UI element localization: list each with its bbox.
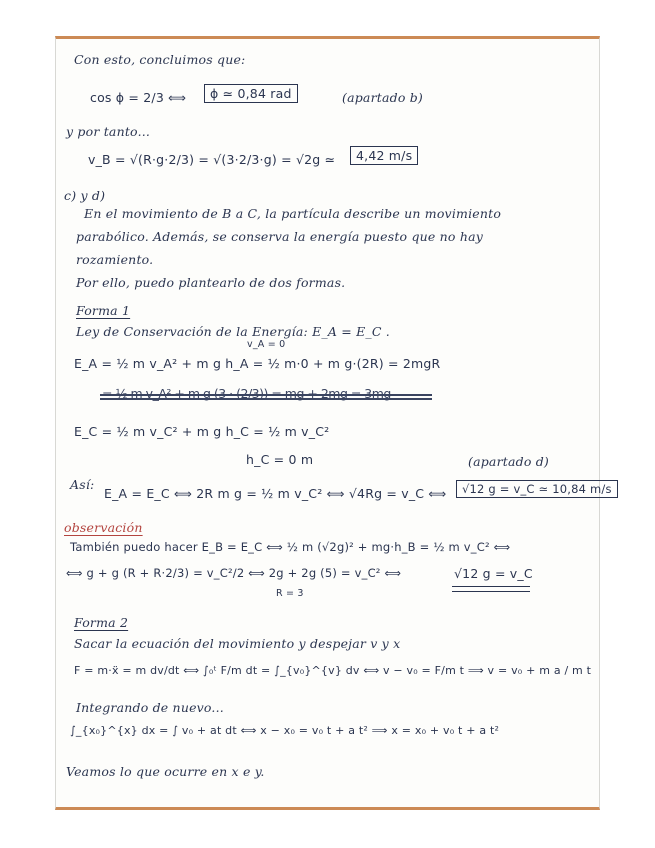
- paragraph-line-4: Por ello, puedo plantearlo de dos formas.: [76, 275, 346, 290]
- vb-equation: v_B = √(R·g·2/3) = √(3·2/3·g) = √2g ≃: [88, 152, 336, 167]
- por-tanto-line: y por tanto...: [66, 124, 151, 139]
- observacion-heading: observación: [64, 520, 143, 535]
- closing-line: Veamos lo que ocurre en x e y.: [66, 764, 265, 779]
- forma-1-heading: Forma 1: [76, 303, 131, 318]
- strike-through-1: [100, 394, 432, 396]
- phi-result-box: ϕ ≃ 0,84 rad: [204, 84, 298, 103]
- intro-line: Con esto, concluimos que:: [74, 52, 246, 67]
- section-cd-label: c) y d): [64, 188, 106, 203]
- apartado-b-label: (apartado b): [342, 90, 424, 105]
- crossed-out-line: = ½ m v_A² + m g (3 · (2/3)) = mg + 2mg = 3mg: [102, 386, 391, 401]
- paragraph-line-1: En el movimiento de B a C, la partícula describe un movimiento: [84, 206, 502, 221]
- position-equation: ∫_{x₀}^{x} dx = ∫ v₀ + at dt ⟺ x − x₀ = v₀ t + a t² ⟹ x = x₀ + v₀ t + a t²: [70, 724, 500, 737]
- asi-label: Así:: [70, 477, 95, 492]
- strike-through-2: [100, 398, 432, 400]
- forma-2-heading: Forma 2: [74, 615, 129, 630]
- vb-result-box: 4,42 m/s: [350, 146, 418, 165]
- ea-ec-equation: E_A = E_C ⟺ 2R m g = ½ m v_C² ⟺ √4Rg = v_C ⟺: [104, 486, 447, 501]
- paragraph-line-2: parabólico. Además, se conserva la energía puesto que no hay: [76, 229, 483, 244]
- vc-result-box: √12 g = v_C ≃ 10,84 m/s: [456, 480, 618, 498]
- forma-2-instruction: Sacar la ecuación del movimiento y despejar v y x: [74, 636, 401, 651]
- observacion-equation-2: ⟺ g + g (R + R·2/3) = v_C²/2 ⟺ 2g + 2g (5) = v_C² ⟺: [66, 566, 402, 580]
- cos-phi-equation: cos ϕ = 2/3 ⟺: [90, 90, 187, 105]
- ec-equation: E_C = ½ m v_C² + m g h_C = ½ m v_C²: [74, 424, 330, 439]
- r-equals-3-note: R = 3: [276, 588, 304, 599]
- va-zero-note: v_A = 0: [247, 339, 286, 350]
- result-double-underline: [452, 586, 530, 592]
- apartado-d-label: (apartado d): [468, 454, 550, 469]
- motion-equation: F = m·ẍ = m dv/dt ⟺ ∫₀ᵗ F/m dt = ∫_{v₀}^{v} dv ⟺ v − v₀ = F/m t ⟹ v = v₀ + m a / m t: [74, 664, 592, 677]
- ea-equation: E_A = ½ m v_A² + m g h_A = ½ m·0 + m g·(2R) = 2mgR: [74, 356, 441, 371]
- observacion-result: √12 g = v_C: [454, 566, 533, 581]
- integrando-line: Integrando de nuevo...: [76, 700, 224, 715]
- observacion-equation-1: También puedo hacer E_B = E_C ⟺ ½ m (√2g)² + mg·h_B = ½ m v_C² ⟺: [70, 540, 511, 554]
- hc-zero-note: h_C = 0 m: [246, 452, 314, 467]
- energy-law-line: Ley de Conservación de la Energía: E_A = E_C .: [76, 324, 390, 339]
- paragraph-line-3: rozamiento.: [76, 252, 154, 267]
